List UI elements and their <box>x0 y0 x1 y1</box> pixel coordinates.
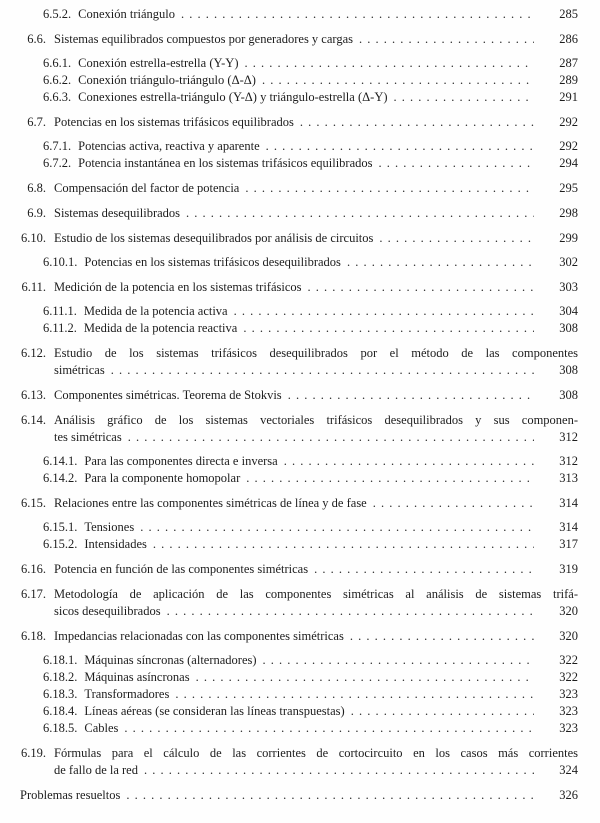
entry-page-number: 319 <box>559 562 578 576</box>
toc-entry <box>20 561 578 578</box>
toc-entry <box>43 55 578 72</box>
toc-entry <box>20 387 578 404</box>
entry-page-number: 312 <box>559 454 578 468</box>
toc-entry <box>43 703 578 720</box>
entry-number: 6.15.1. <box>43 520 78 534</box>
toc-entry <box>43 669 578 686</box>
entry-number: 6.14.1. <box>43 454 78 468</box>
entry-title: Medición de la potencia en los sistemas trifásicos <box>54 280 302 294</box>
toc-entry <box>20 230 578 247</box>
dot-leader <box>351 703 534 720</box>
entry-title: Potencias activa, reactiva y aparente <box>78 139 260 153</box>
entry-number: 6.6.2. <box>43 73 72 87</box>
toc-entry <box>43 6 578 23</box>
entry-number: 6.14. <box>21 413 46 427</box>
entry-title: Para las componentes directa e inversa <box>84 454 278 468</box>
entry-title: tes simétricas <box>54 430 122 444</box>
entry-title: Metodología de aplicación de las componentes simétricas al análisis de sistemas trifá- <box>54 587 578 601</box>
toc-entry <box>43 720 578 737</box>
entry-page-number: 302 <box>559 255 578 269</box>
dot-leader <box>347 254 534 271</box>
toc-entry <box>20 114 578 131</box>
entry-title: Medida de la potencia reactiva <box>83 321 238 335</box>
toc-entry <box>43 320 578 337</box>
dot-leader <box>263 652 534 669</box>
entry-page-number: 292 <box>559 115 578 129</box>
dot-leader <box>284 453 534 470</box>
entry-number: 6.15.2. <box>43 537 78 551</box>
toc-entry <box>43 254 578 271</box>
entry-page-number: 320 <box>559 604 578 618</box>
dot-leader <box>234 303 534 320</box>
entry-title: Conexiones estrella-triángulo (Y-Δ) y triángulo-estrella (Δ-Y) <box>78 90 388 104</box>
toc-entry <box>43 89 578 106</box>
entry-number: 6.9. <box>27 206 46 220</box>
entry-number: 6.16. <box>21 562 46 576</box>
toc-entry <box>20 412 578 429</box>
entry-number: 6.18. <box>21 629 46 643</box>
dot-leader <box>111 362 534 379</box>
entry-page-number: 320 <box>559 629 578 643</box>
entry-number: 6.11.2. <box>43 321 77 335</box>
entry-title: Medida de la potencia activa <box>83 304 228 318</box>
toc-entry <box>43 536 578 553</box>
entry-page-number: 295 <box>559 181 578 195</box>
entry-number: 6.17. <box>21 587 46 601</box>
toc-entry <box>20 429 578 446</box>
toc-entry <box>43 155 578 172</box>
dot-leader <box>243 320 534 337</box>
toc-entry <box>43 519 578 536</box>
entry-page-number: 326 <box>559 788 578 802</box>
entry-page-number: 323 <box>559 721 578 735</box>
toc-entry <box>43 303 578 320</box>
toc-entry <box>20 205 578 222</box>
entry-number: 6.18.2. <box>43 670 78 684</box>
entry-title: Potencia en función de las componentes simétricas <box>54 562 309 576</box>
toc-entry <box>20 586 578 603</box>
toc-entry <box>43 686 578 703</box>
toc-entry <box>43 138 578 155</box>
dot-leader <box>126 787 534 804</box>
entry-title: Potencias en los sistemas trifásicos equilibrados <box>54 115 294 129</box>
dot-leader <box>153 536 534 553</box>
dot-leader <box>394 89 534 106</box>
entry-title: sicos desequilibrados <box>54 604 161 618</box>
dot-leader <box>308 279 534 296</box>
entry-title: Máquinas síncronas (alternadores) <box>84 653 257 667</box>
entry-title: Sistemas equilibrados compuestos por generadores y cargas <box>54 32 353 46</box>
toc-entry <box>20 31 578 48</box>
dot-leader <box>175 686 534 703</box>
entry-number: 6.14.2. <box>43 471 78 485</box>
dot-leader <box>245 180 534 197</box>
entry-page-number: 304 <box>559 304 578 318</box>
entry-number: 6.15. <box>21 496 46 510</box>
toc-entry <box>20 495 578 512</box>
entry-page-number: 291 <box>559 90 578 104</box>
entry-page-number: 323 <box>559 704 578 718</box>
dot-leader <box>314 561 534 578</box>
entry-title: Impedancias relacionadas con las componentes simétricas <box>54 629 344 643</box>
toc-entry <box>20 345 578 362</box>
entry-title: Líneas aéreas (se consideran las líneas transpuestas) <box>84 704 345 718</box>
dot-leader <box>266 138 534 155</box>
entry-number: 6.13. <box>21 388 46 402</box>
entry-page-number: 289 <box>559 73 578 87</box>
entry-title: Conexión triángulo <box>78 7 175 21</box>
entry-number: 6.7.1. <box>43 139 72 153</box>
entry-page-number: 308 <box>559 321 578 335</box>
entry-title: Análisis gráfico de los sistemas vectoriales trifásicos desequilibrados y sus componen- <box>54 413 578 427</box>
dot-leader <box>244 55 534 72</box>
dot-leader <box>300 114 534 131</box>
toc-entry <box>20 362 578 379</box>
toc-entry <box>20 603 578 620</box>
dot-leader <box>262 72 534 89</box>
entry-title: Compensación del factor de potencia <box>54 181 240 195</box>
toc-entry <box>43 470 578 487</box>
entry-page-number: 299 <box>559 231 578 245</box>
entry-title: Conexión estrella-estrella (Y-Y) <box>78 56 239 70</box>
entry-title: Problemas resueltos <box>20 788 121 802</box>
dot-leader <box>288 387 534 404</box>
entry-number: 6.6. <box>27 32 46 46</box>
entry-page-number: 312 <box>559 430 578 444</box>
entry-title: Para la componente homopolar <box>84 471 241 485</box>
entry-title: simétricas <box>54 363 105 377</box>
entry-page-number: 287 <box>559 56 578 70</box>
entry-title: Fórmulas para el cálculo de las corrientes de cortocircuito en los casos más corrientes <box>54 746 578 760</box>
dot-leader <box>379 230 534 247</box>
entry-page-number: 313 <box>559 471 578 485</box>
entry-number: 6.7.2. <box>43 156 72 170</box>
dot-leader <box>167 603 534 620</box>
entry-page-number: 323 <box>559 687 578 701</box>
dot-leader <box>373 495 534 512</box>
entry-page-number: 324 <box>559 763 578 777</box>
entry-number: 6.18.4. <box>43 704 78 718</box>
entry-page-number: 314 <box>559 520 578 534</box>
dot-leader <box>359 31 534 48</box>
entry-title: Conexión triángulo-triángulo (Δ-Δ) <box>78 73 256 87</box>
entry-title: de fallo de la red <box>54 763 138 777</box>
entry-page-number: 308 <box>559 388 578 402</box>
entry-number: 6.6.1. <box>43 56 72 70</box>
dot-leader <box>128 429 534 446</box>
toc-entry <box>20 762 578 779</box>
toc-entry <box>20 279 578 296</box>
entry-number: 6.12. <box>21 346 46 360</box>
entry-number: 6.11.1. <box>43 304 77 318</box>
entry-page-number: 285 <box>559 7 578 21</box>
entry-number: 6.5.2. <box>43 7 72 21</box>
toc-entry <box>43 72 578 89</box>
entry-title: Relaciones entre las componentes simétricas de línea y de fase <box>54 496 367 510</box>
entry-number: 6.10.1. <box>43 255 78 269</box>
entry-number: 6.11. <box>21 280 46 294</box>
entry-number: 6.6.3. <box>43 90 72 104</box>
dot-leader <box>124 720 534 737</box>
dot-leader <box>379 155 535 172</box>
entry-number: 6.18.1. <box>43 653 78 667</box>
entry-title: Estudio de los sistemas desequilibrados por análisis de circuitos <box>54 231 374 245</box>
entry-page-number: 314 <box>559 496 578 510</box>
entry-number: 6.8. <box>27 181 46 195</box>
entry-title: Cables <box>84 721 119 735</box>
entry-page-number: 298 <box>559 206 578 220</box>
toc-entry <box>43 652 578 669</box>
entry-page-number: 303 <box>559 280 578 294</box>
toc-entry <box>43 453 578 470</box>
entry-number: 6.7. <box>27 115 46 129</box>
entry-title: Potencias en los sistemas trifásicos desequilibrados <box>84 255 341 269</box>
entry-number: 6.18.3. <box>43 687 78 701</box>
entry-page-number: 322 <box>559 670 578 684</box>
dot-leader <box>246 470 534 487</box>
entry-page-number: 286 <box>559 32 578 46</box>
toc-entry <box>20 745 578 762</box>
toc-entry <box>20 787 578 804</box>
entry-title: Componentes simétricas. Teorema de Stokvis <box>54 388 282 402</box>
entry-number: 6.18.5. <box>43 721 78 735</box>
dot-leader <box>181 6 534 23</box>
entry-page-number: 308 <box>559 363 578 377</box>
entry-page-number: 294 <box>559 156 578 170</box>
entry-title: Tensiones <box>84 520 135 534</box>
toc-entry <box>20 180 578 197</box>
dot-leader <box>196 669 534 686</box>
entry-page-number: 322 <box>559 653 578 667</box>
entry-page-number: 292 <box>559 139 578 153</box>
entry-title: Máquinas asíncronas <box>84 670 190 684</box>
entry-number: 6.19. <box>21 746 46 760</box>
dot-leader <box>140 519 534 536</box>
entry-title: Potencia instantánea en los sistemas trifásicos equilibrados <box>78 156 373 170</box>
toc-entry <box>20 628 578 645</box>
entry-title: Transformadores <box>84 687 170 701</box>
entry-title: Intensidades <box>84 537 147 551</box>
entry-title: Sistemas desequilibrados <box>54 206 181 220</box>
entry-title: Estudio de los sistemas trifásicos desequilibrados por el método de las componentes <box>54 346 578 360</box>
entry-page-number: 317 <box>559 537 578 551</box>
entry-number: 6.10. <box>21 231 46 245</box>
dot-leader <box>144 762 534 779</box>
dot-leader <box>186 205 534 222</box>
dot-leader <box>350 628 534 645</box>
